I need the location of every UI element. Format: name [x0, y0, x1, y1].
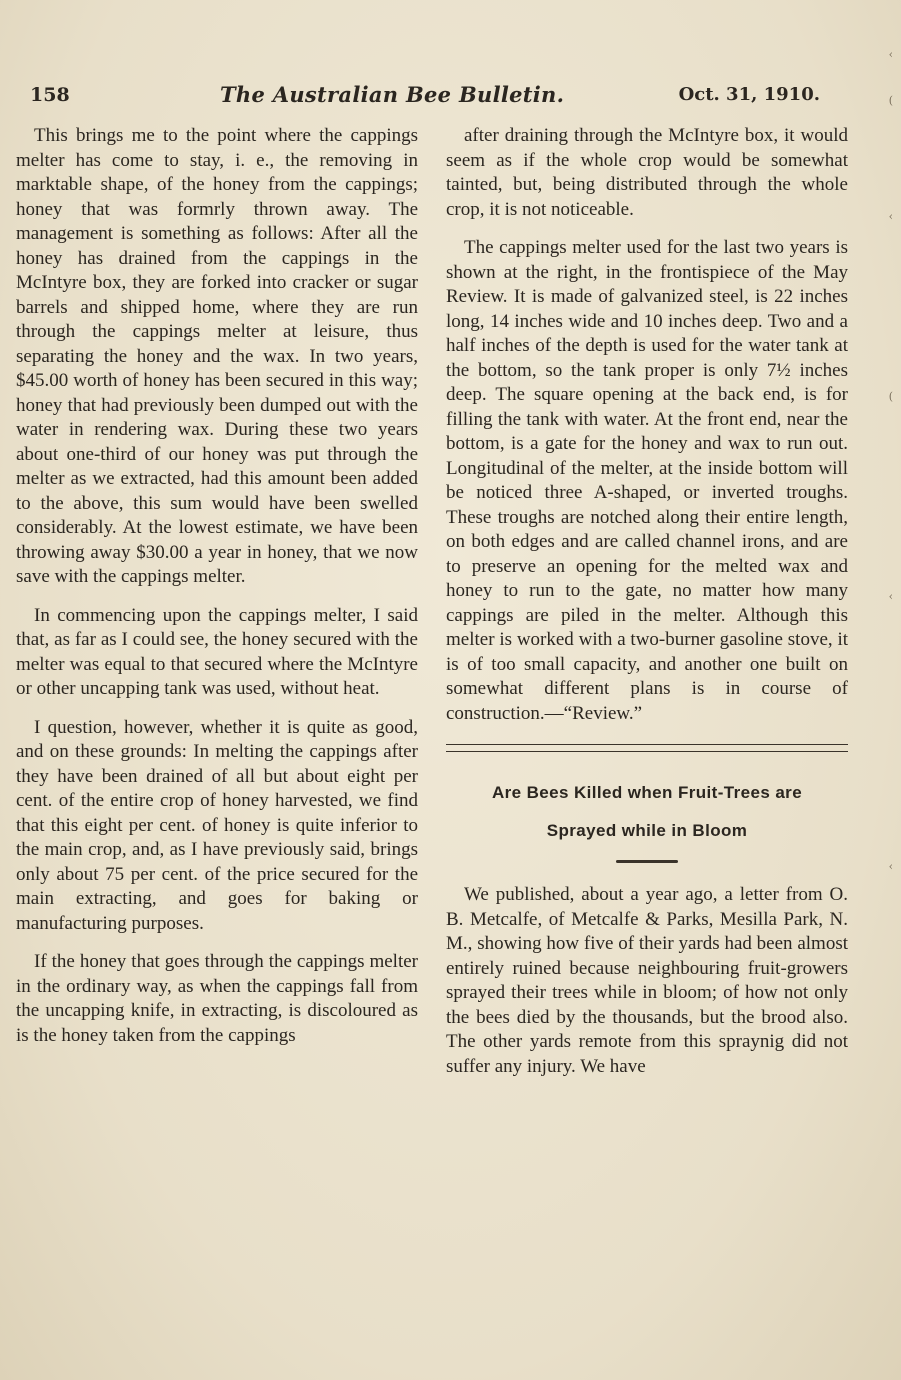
- margin-mark: ‹: [888, 48, 893, 61]
- paragraph: We published, about a year ago, a letter from O. B. Metcalfe, of Metcalfe & Parks, Mesilla Park, N. M., showing how five of their yards had been almost entirely ruined because neighbouring fruit-growers sprayed their trees while in bloom; of how not only the bees died by the thousands, but the brood also. The other yards remote from this spraynig did not suffer any injury. We have: [446, 884, 848, 1077]
- right-column: [446, 124, 848, 1093]
- article-heading-line-2: Sprayed while in Bloom: [546, 821, 748, 840]
- paragraph: In commencing upon the cappings melter, I said that, as far as I could see, the honey secured with the melter was equal to that secured where the McIntyre or other uncapping tank was used, without heat.: [16, 604, 418, 699]
- heading-rule: [616, 860, 678, 863]
- section-divider: [446, 744, 848, 752]
- margin-mark: (: [888, 390, 893, 403]
- paragraph: after draining through the McIntyre box, it would seem as if the whole crop would be somewhat tainted, but, being distributed through the whole crop, it is not noticeable.: [446, 125, 848, 220]
- margin-mark: ‹: [888, 860, 893, 873]
- paragraph: This brings me to the point where the cappings melter has come to stay, i. e., the removing in marktable shape, of the honey from the cappings; honey that was formrly thrown away. The management is something as follows: After all the honey has drained from the cappings in the McIntyre box, they are forked into cracker or sugar barrels and shipped home, where they are run through the cappings melter at leisure, thus separating the honey and the wax. In two years, $45.00 worth of honey has been secured in this way; honey that had previously been dumped out with the water in rendering wax. During these two years about one-third of our honey was put through the melter as we extracted, had this amount been added to the above, this sum would have been swelled considerably. At the lowest estimate, we have been throwing away $30.00 a year in honey, that we now save with the cappings melter.: [16, 125, 418, 587]
- page-header: [30, 82, 820, 114]
- left-column: [16, 124, 418, 1062]
- paragraph: If the honey that goes through the cappings melter in the ordinary way, as when the cappings fall from the uncapping knife, in extracting, is discoloured as is the honey taken from the cappings: [16, 951, 418, 1046]
- page-number: 158: [30, 84, 70, 106]
- margin-mark: (: [888, 94, 893, 107]
- paragraph: I question, however, whether it is quite as good, and on these grounds: In melting the cappings after they have been drained of all but about eight per cent. of the entire crop of honey harvested, we find that this eight per cent. of honey is quite inferior to the main crop, and, as I have previously said, brings only about 75 per cent. of the price secured for the main extracting, and goes for baking or manufacturing purposes.: [16, 716, 418, 934]
- paragraph: The cappings melter used for the last two years is shown at the right, in the frontispiece of the May Review. It is made of galvanized steel, is 22 inches long, 14 inches wide and 10 inches deep. Two and a half inches of the depth is used for the water tank at the bottom, so the tank proper is only 7½ inches deep. The square opening at the back end, is for filling the tank with water. At the front end, near the bottom, is a gate for the honey and wax to run out. Longitudinal of the melter, at the inside bottom will be noticed three A-shaped, or inverted troughs. These troughs are notched along their entire length, on both edges and are called channel irons, and are to preserve an opening for the melted wax and honey to run to the gate, no matter how many cappings are piled in the melter. Although this melter is worked with a two-burner gasoline stove, it is of too small capacity, and another one built on somewhat different plans is in course of construction.—“Review.”: [446, 237, 848, 724]
- margin-mark: ‹: [888, 210, 893, 223]
- journal-title: The Australian Bee Bulletin.: [220, 82, 565, 107]
- margin-mark: ‹: [888, 590, 893, 603]
- issue-date: Oct. 31, 1910.: [678, 84, 820, 105]
- article-heading-line-1: Are Bees Killed when Fruit-Trees are: [491, 783, 803, 802]
